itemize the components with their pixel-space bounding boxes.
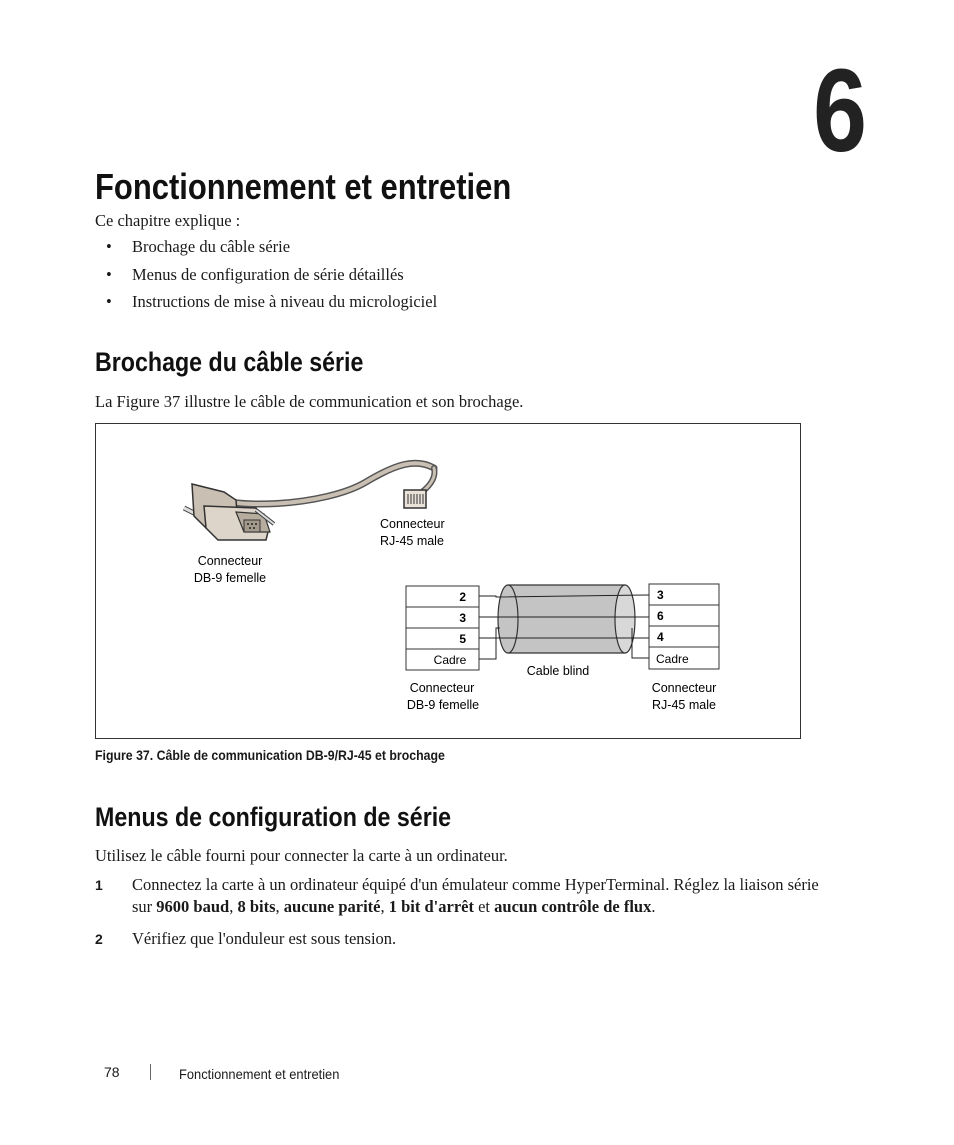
section-heading-cable: Brochage du câble série [95,347,364,377]
step-text-part: Connectez la carte à un ordinateur équipé d'un émulateur comme HyperTerminal. Réglez la liaison série sur [132,875,819,916]
bullet-icon: • [106,264,112,284]
step-text-part: , [229,897,238,916]
bullet-list [106,236,437,319]
db9-pin-cell: 5 [459,632,466,646]
page-title: Fonctionnement et entretien [95,166,512,207]
list-item [106,236,437,264]
footer-divider [150,1064,151,1080]
rj45-connector-icon [404,490,426,508]
rj45-pin-cell: 6 [657,609,664,623]
cable-blind-label: Cable blind [526,664,590,678]
rj45-pin-cell: Cadre [656,652,689,666]
page-number: 78 [104,1064,120,1080]
chapter-number: 6 [813,45,867,177]
setting-baud: 9600 baud [156,897,230,916]
section-text-cable: La Figure 37 illustre le câble de communication et son brochage. [95,392,524,411]
db9-pin-cell: Cadre [433,653,467,667]
step-text-part: , [275,897,284,916]
cable-pinout-diagram [96,424,800,738]
list-item [106,264,437,292]
section-heading-menus: Menus de configuration de série [95,802,452,832]
step-text-part: . [651,897,656,916]
step-text-part: , [380,897,389,916]
bullet-icon: • [106,292,112,311]
section-text-menus: Utilisez le câble fourni pour connecter la carte à un ordinateur. [95,846,508,865]
label-rj45-line1: Connecteur [380,517,445,531]
bottom-left-label-line2: DB-9 femelle [406,698,480,712]
bullet-icon: • [106,237,112,256]
label-db9-line1: Connecteur [197,554,263,568]
bottom-right-label-line2: RJ-45 male [652,698,716,712]
db9-pin-cell: 2 [459,590,466,604]
step-number: 2 [95,931,103,947]
db9-pin-cell: 3 [459,611,466,625]
bullet-text: Menus de configuration de série détaillés [132,264,404,284]
bullet-text: Brochage du câble série [132,237,291,256]
label-rj45-line2: RJ-45 male [380,534,444,548]
bullet-text: Instructions de mise à niveau du micrologiciel [132,292,438,311]
setting-parity: aucune parité [283,897,381,916]
rj45-pin-cell: 3 [657,588,664,602]
label-db9-line2: DB-9 femelle [193,571,267,585]
bottom-right-label-line1: Connecteur [651,681,717,695]
step-text [132,874,822,918]
step-number: 1 [95,877,103,893]
step-text: Vérifiez que l'onduleur est sous tension. [132,929,397,948]
db9-pin-table [406,586,479,670]
shielded-cable-icon [479,585,649,659]
db9-connector-icon [184,484,274,540]
intro-text: Ce chapitre explique : [95,211,241,230]
footer-chapter-title: Fonctionnement et entretien [179,1066,340,1082]
rj45-pin-table [649,584,719,669]
bottom-left-label-line1: Connecteur [409,681,475,695]
rj45-pin-cell: 4 [657,630,664,644]
step-text-part: et [473,897,495,916]
setting-stop-bit: 1 bit d'arrêt [388,897,474,916]
figure-caption: Figure 37. Câble de communication DB-9/RJ-45 et brochage [95,747,445,763]
list-item [106,291,437,319]
setting-flow-control: aucun contrôle de flux [494,897,652,916]
figure-frame [95,423,801,739]
setting-bits: 8 bits [237,897,276,916]
